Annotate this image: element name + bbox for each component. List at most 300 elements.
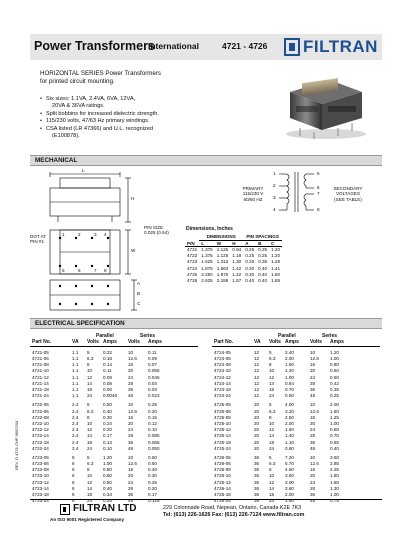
spec-cell: 16 <box>310 467 316 473</box>
spec-cell: 1.00 <box>330 356 339 362</box>
dimensions-cell: 1.57 <box>232 277 242 283</box>
feature-item <box>40 126 250 141</box>
dimensions-cell: 0.35 <box>258 259 268 265</box>
schematic-pin: 5 <box>317 171 320 176</box>
pin-number: 2 <box>78 232 81 237</box>
dot-pin-label <box>30 234 46 245</box>
dimensions-cell: 0.25 <box>258 247 268 253</box>
spec-cell: 36 <box>254 473 260 479</box>
spec-cell: 0.40 <box>103 408 112 414</box>
spec-cell: 4722-18 <box>32 439 49 445</box>
spec-cell: 4725-10 <box>214 420 231 426</box>
spec-cell: 12 <box>87 479 93 485</box>
group-parallel: Parallel <box>96 333 114 339</box>
spec-cell: 0.11 <box>103 368 112 374</box>
dimensions-cell: 1.60 <box>271 271 281 277</box>
feature-item <box>40 111 250 118</box>
spec-cell: 1.00 <box>330 492 339 498</box>
column-header-row <box>212 339 380 347</box>
spec-cell: 3.60 <box>285 473 294 479</box>
spec-cell: 10 <box>128 349 134 355</box>
spec-cell: 0.17 <box>148 492 157 498</box>
dimensions-cell: 2.250 <box>201 271 213 277</box>
spec-cell: 1.20 <box>103 454 112 460</box>
spec-cell: 12.6 <box>310 461 319 467</box>
feature-item <box>40 96 250 111</box>
pin-size-label <box>144 225 169 236</box>
spec-cell: 1.1 <box>72 356 79 362</box>
spec-cell: 4722-08 <box>32 414 49 420</box>
spec-cell: 20 <box>310 368 316 374</box>
brand-name: FILTRAN <box>303 37 378 56</box>
spec-cell: 5 <box>269 402 272 408</box>
dimensions-cell: 1.42 <box>232 271 242 277</box>
spec-cell: 0.80 <box>330 427 339 433</box>
spec-cell: 0.40 <box>103 485 112 491</box>
column-header-row <box>30 339 198 347</box>
spec-cell: 20 <box>310 420 316 426</box>
spec-cell: 0.10 <box>103 445 112 451</box>
spec-cell: 4721-05 <box>32 349 49 355</box>
spec-cell: 24 <box>128 427 134 433</box>
schematic-pin: 6 <box>317 185 320 190</box>
part-range: 4721 - 4726 <box>222 41 268 51</box>
spec-cell: 14 <box>87 485 93 491</box>
spec-cell: 20 <box>310 473 316 479</box>
spec-cell: 1.50 <box>330 479 339 485</box>
spec-cell: 28 <box>128 485 134 491</box>
filtran-logo <box>284 37 380 58</box>
spec-cell: 4726-10 <box>214 473 231 479</box>
spec-cell: 6.3 <box>269 461 276 467</box>
spec-cell: 4724-18 <box>214 387 231 393</box>
spec-cell: 1.1 <box>72 393 79 399</box>
electrical-section-header <box>30 318 382 329</box>
spec-cell: 20 <box>254 420 260 426</box>
spec-cell: 16 <box>128 362 134 368</box>
spec-cell: 0.04 <box>148 380 157 386</box>
spec-cell: 1.1 <box>72 374 79 380</box>
spec-cell: 4722-24 <box>32 445 49 451</box>
spec-cell: 12 <box>87 374 93 380</box>
spec-cell: 48 <box>310 393 316 399</box>
spec-cell: 10 <box>269 368 275 374</box>
spec-cell: 0.24 <box>103 420 112 426</box>
spec-cell: 10 <box>87 420 93 426</box>
spec-cell: 10 <box>128 454 134 460</box>
spec-cell: 0.023 <box>148 393 160 399</box>
dimensions-cell: 1.375 <box>201 247 213 253</box>
spec-cell: 0.60 <box>330 368 339 374</box>
spec-cell: 12.6 <box>310 408 319 414</box>
spec-cell: 4726-14 <box>214 485 231 491</box>
spec-cell: 48 <box>310 498 316 504</box>
spec-cell: 4724-12 <box>214 374 231 380</box>
spec-cell: 4722-06 <box>32 408 49 414</box>
dimensions-cell: 0.40 <box>258 271 268 277</box>
spec-cell: 0.80 <box>330 362 339 368</box>
dimensions-cell: 1.85 <box>271 277 281 283</box>
spec-row <box>30 446 198 452</box>
spec-cell: 24 <box>269 393 275 399</box>
spec-cell: 18 <box>269 492 275 498</box>
spec-cell: 48 <box>310 445 316 451</box>
spec-cell: 4724-14 <box>214 380 231 386</box>
spec-cell: 4.50 <box>285 467 294 473</box>
spec-cell: 10 <box>310 402 316 408</box>
spec-cell: 7.20 <box>285 454 294 460</box>
col-header: Amps <box>148 339 162 346</box>
pin-size-value: 0.025 (0.64) <box>144 230 169 236</box>
dimensions-cell: 1.18 <box>232 253 242 259</box>
spec-cell: 12 <box>269 479 275 485</box>
spec-cell: 36 <box>310 492 316 498</box>
spec-cell: 28 <box>310 433 316 439</box>
col-header: Volts <box>269 339 281 346</box>
spec-cell: 28 <box>128 433 134 439</box>
part-group <box>30 350 198 400</box>
spec-cell: 6.3 <box>269 408 276 414</box>
col-header: Volts <box>128 339 140 346</box>
dimensions-cell: 0.94 <box>232 247 242 253</box>
spec-cell: 0.25 <box>103 498 112 504</box>
spec-cell: 1.1 <box>72 387 79 393</box>
spec-cell: 1.1 <box>72 349 79 355</box>
spec-cell: 10 <box>310 349 316 355</box>
spec-cell: 4724-10 <box>214 368 231 374</box>
spec-cell: 0.17 <box>103 433 112 439</box>
spec-cell: 2.4 <box>72 408 79 414</box>
filtran-logo-icon <box>60 504 70 515</box>
electrical-table-left <box>30 333 198 504</box>
spec-cell: 6 <box>72 485 75 491</box>
spec-cell: 0.35 <box>330 387 339 393</box>
part-group <box>212 455 380 505</box>
spec-cell: 0.09 <box>148 356 157 362</box>
spec-cell: 24 <box>128 374 134 380</box>
spec-cell: 0.80 <box>285 445 294 451</box>
spec-cell: 16 <box>310 362 316 368</box>
spec-cell: 36 <box>128 387 134 393</box>
spec-cell: 2.00 <box>285 420 294 426</box>
spec-cell: 1.10 <box>285 439 294 445</box>
part-group <box>212 402 380 452</box>
spec-cell: 36 <box>310 387 316 393</box>
spec-cell: 0.30 <box>103 414 112 420</box>
spec-cell: 3.00 <box>285 479 294 485</box>
pin-size-title: PIN SIZE <box>144 225 164 230</box>
spec-cell: 0.25 <box>148 402 157 408</box>
spec-cell: 0.11 <box>148 349 157 355</box>
spec-cell: 20 <box>254 414 260 420</box>
schematic-pin: 8 <box>317 207 320 212</box>
spec-cell: 0.70 <box>330 433 339 439</box>
dimensions-cell: 4722 <box>187 253 198 259</box>
spec-cell: 36 <box>254 485 260 491</box>
spec-cell: 4721-10 <box>32 368 49 374</box>
secondary-label <box>325 186 371 202</box>
spec-cell: 5 <box>269 349 272 355</box>
spec-cell: 14 <box>269 485 275 491</box>
spec-cell: 2.60 <box>285 485 294 491</box>
spec-cell: 1.60 <box>285 427 294 433</box>
spec-cell: 0.25 <box>330 393 339 399</box>
spec-cell: 4726-08 <box>214 467 231 473</box>
spec-cell: 0.10 <box>148 427 157 433</box>
filtran-logo-icon <box>284 38 300 56</box>
spec-cell: 2.4 <box>72 439 79 445</box>
dimensions-cell: 0.25 <box>245 247 255 253</box>
dimensions-cell: 4726 <box>187 277 198 283</box>
spec-cell: 2.4 <box>72 420 79 426</box>
spec-cell: 10 <box>87 368 93 374</box>
spec-cell: 20 <box>254 402 260 408</box>
spec-cell: 16 <box>310 414 316 420</box>
spec-cell: 4724-08 <box>214 362 231 368</box>
spec-cell: 20 <box>128 473 134 479</box>
col-header: Amps <box>285 339 299 346</box>
spec-cell: 24 <box>87 445 93 451</box>
pin-number: 6 <box>78 268 81 273</box>
spec-cell: 8 <box>87 467 90 473</box>
spec-cell: 2.4 <box>72 427 79 433</box>
dimensions-cell: 4723 <box>187 259 198 265</box>
dimensions-cell: 1.28 <box>271 259 281 265</box>
spec-cell: 12 <box>254 393 260 399</box>
dimensions-cell: 0.40 <box>258 277 268 283</box>
spec-cell: 4723-24 <box>32 498 49 504</box>
spec-cell: 3.20 <box>285 408 294 414</box>
spec-cell: 12.6 <box>128 356 137 362</box>
spec-cell: 0.30 <box>148 473 157 479</box>
spec-cell: 0.20 <box>148 485 157 491</box>
dimensions-cell: 1.42 <box>232 265 242 271</box>
spec-cell: 4724-06 <box>214 356 231 362</box>
series-name: International <box>148 41 200 51</box>
spec-cell: 2.00 <box>285 356 294 362</box>
dimensions-cell: 1.375 <box>201 253 213 259</box>
group-series: Series <box>322 333 338 339</box>
pin-number: 8 <box>104 268 107 273</box>
spec-cell: 8 <box>269 362 272 368</box>
col-header: L <box>199 240 215 246</box>
feature-text: 115/230 volts, 47/63 Hz primary windings. <box>46 118 150 125</box>
spec-cell: 12 <box>87 427 93 433</box>
spec-cell: 0.50 <box>330 374 339 380</box>
spec-cell: 4726-18 <box>214 492 231 498</box>
spec-cell: 6 <box>72 473 75 479</box>
dimensions-cell: 1.625 <box>201 259 213 265</box>
dim-label-a: A <box>137 281 141 286</box>
spec-cell: 1.1 <box>72 380 79 386</box>
spec-cell: 0.40 <box>330 445 339 451</box>
spec-cell: 14 <box>269 433 275 439</box>
spec-cell: 18 <box>87 492 93 498</box>
spec-cell: 0.050 <box>148 445 160 451</box>
spec-cell: 2.4 <box>72 433 79 439</box>
primary-frequency: 60/50 HZ <box>243 196 263 202</box>
spec-cell: 0.08 <box>103 380 112 386</box>
spec-cell: 4721-12 <box>32 374 49 380</box>
spec-cell: 0.40 <box>148 467 157 473</box>
spec-row <box>212 446 380 452</box>
spec-cell: 4723-06 <box>32 461 49 467</box>
spec-cell: 4722-05 <box>32 402 49 408</box>
dim-label-c: C <box>137 301 141 306</box>
col-header: Amps <box>330 339 344 346</box>
dimensions-cell: 0.25 <box>258 253 268 259</box>
group-parallel: Parallel <box>278 333 296 339</box>
spec-cell: 0.07 <box>148 362 157 368</box>
spec-cell: 4724-24 <box>214 393 231 399</box>
spec-cell: 4721-08 <box>32 362 49 368</box>
spec-cell: 1.25 <box>330 414 339 420</box>
spec-cell: 0.84 <box>285 380 294 386</box>
dimensions-caption: Dimensions, Inches <box>186 226 233 232</box>
spec-cell: 4723-08 <box>32 467 49 473</box>
feature-text: Split bobbins for increased dielectric strength. <box>46 110 159 117</box>
dimensions-cell: 0.30 <box>245 271 255 277</box>
spec-cell: 4723-10 <box>32 473 49 479</box>
dimensions-cell: 0.25 <box>245 253 255 259</box>
spec-cell: 0.125 <box>148 498 160 504</box>
spec-cell: 0.42 <box>330 380 339 386</box>
spec-cell: 20 <box>128 368 134 374</box>
primary-voltage: 115/230 V <box>242 191 264 197</box>
spec-cell: 12 <box>254 368 260 374</box>
spec-cell: 1.50 <box>285 498 294 504</box>
dimensions-cell: 0.30 <box>245 265 255 271</box>
spec-cell: 1.80 <box>330 473 339 479</box>
spec-cell: 12.6 <box>128 461 137 467</box>
spec-cell: 1.60 <box>330 408 339 414</box>
spec-cell: 6 <box>72 498 75 504</box>
spec-cell: 0.55 <box>330 439 339 445</box>
schematic-pin: 3 <box>273 195 276 200</box>
spec-cell: 12 <box>254 356 260 362</box>
spec-cell: 2.25 <box>330 467 339 473</box>
footer-contact: Tel: (613) 226-1626 Fax: (613) 226-7124 www.filtran.com <box>163 512 305 518</box>
intro-line-2: for printed circuit mounting. <box>40 78 115 85</box>
spec-cell: 20 <box>254 445 260 451</box>
intro-line-1: HORIZONTAL SERIES Power Transformers <box>40 70 162 77</box>
spec-cell: 12 <box>254 387 260 393</box>
spec-cell: 4725-08 <box>214 414 231 420</box>
spec-cell: 8 <box>87 414 90 420</box>
spec-cell: 36 <box>128 439 134 445</box>
spec-cell: 8 <box>269 414 272 420</box>
title-banner <box>30 34 382 60</box>
page-title: Power Transformers <box>34 39 155 53</box>
col-header: A <box>243 240 256 246</box>
spec-cell: 24 <box>269 498 275 504</box>
spec-cell: 0.70 <box>285 387 294 393</box>
outline-drawing <box>38 168 188 316</box>
spec-cell: 14 <box>87 380 93 386</box>
spec-cell: 4723-12 <box>32 479 49 485</box>
spec-cell: 1.40 <box>285 433 294 439</box>
footer-divider <box>30 499 382 500</box>
spec-cell: 28 <box>310 380 316 386</box>
col-header: B <box>256 240 269 246</box>
spec-cell: 4725-06 <box>214 408 231 414</box>
spec-cell: 18 <box>269 439 275 445</box>
spec-cell: 36 <box>254 492 260 498</box>
spec-cell: 0.25 <box>148 479 157 485</box>
spec-cell: 24 <box>310 479 316 485</box>
spec-cell: 5 <box>87 402 90 408</box>
footer-company: FILTRAN LTD <box>73 503 137 514</box>
spec-cell: 0.80 <box>103 467 112 473</box>
spec-cell: 10 <box>310 454 316 460</box>
spec-cell: 0.15 <box>148 414 157 420</box>
spec-cell: 4724-05 <box>214 349 231 355</box>
col-header: H <box>230 240 243 246</box>
spec-cell: 14 <box>269 380 275 386</box>
spec-cell: 12 <box>254 374 260 380</box>
spec-cell: 18 <box>87 439 93 445</box>
mechanical-drawing <box>30 168 188 316</box>
spec-cell: 1.20 <box>330 349 339 355</box>
dimensions-cell: 1.30 <box>232 259 242 265</box>
col-header: Volts <box>87 339 99 346</box>
spec-cell: 1.00 <box>285 374 294 380</box>
spec-cell: 36 <box>254 467 260 473</box>
spec-cell: 0.20 <box>103 427 112 433</box>
spec-cell: 10 <box>87 473 93 479</box>
spec-cell: 36 <box>128 492 134 498</box>
spec-cell: 20 <box>254 408 260 414</box>
dimensions-cell: 4724 <box>187 265 198 271</box>
spec-cell: 2.00 <box>285 492 294 498</box>
spec-cell: 1.00 <box>330 420 339 426</box>
dimensions-cell: 1.875 <box>201 265 213 271</box>
group-pin-spacings: PIN SPACINGS <box>243 234 282 240</box>
dimensions-body <box>185 246 282 283</box>
spec-cell: 4721-06 <box>32 356 49 362</box>
pin-number: 5 <box>62 268 65 273</box>
spec-cell: 0.60 <box>103 473 112 479</box>
dimensions-cell: 4725 <box>187 271 198 277</box>
spec-cell: 12.6 <box>128 408 137 414</box>
pin-number: 3 <box>94 232 97 237</box>
pin-number: 7 <box>94 268 97 273</box>
dim-label-w: W <box>131 248 136 253</box>
col-header: VA <box>72 339 79 346</box>
spec-cell: 36 <box>254 498 260 504</box>
col-header: Volts <box>310 339 322 346</box>
spec-cell: 1.1 <box>72 368 79 374</box>
spec-cell: 16 <box>128 414 134 420</box>
revision-note: REV. D 4721.CHP 96/07/04 <box>14 420 19 470</box>
spec-cell: 48 <box>128 393 134 399</box>
section-title: MECHANICAL <box>35 157 78 164</box>
dimensions-cell: 0.40 <box>258 265 268 271</box>
dimensions-cell: 1.20 <box>271 253 281 259</box>
spec-cell: 3.60 <box>330 454 339 460</box>
spec-cell: 28 <box>128 380 134 386</box>
spec-cell: 1.00 <box>103 461 112 467</box>
spec-cell: 4726-06 <box>214 461 231 467</box>
spec-cell: 0.065 <box>148 439 160 445</box>
pin-number: 4 <box>104 232 107 237</box>
spec-cell: 4726-24 <box>214 498 231 504</box>
spec-cell: 0.34 <box>103 492 112 498</box>
spec-cell: 36 <box>310 439 316 445</box>
spec-cell: 48 <box>128 445 134 451</box>
spec-cell: 12.6 <box>310 356 319 362</box>
spec-cell: 2.4 <box>72 414 79 420</box>
